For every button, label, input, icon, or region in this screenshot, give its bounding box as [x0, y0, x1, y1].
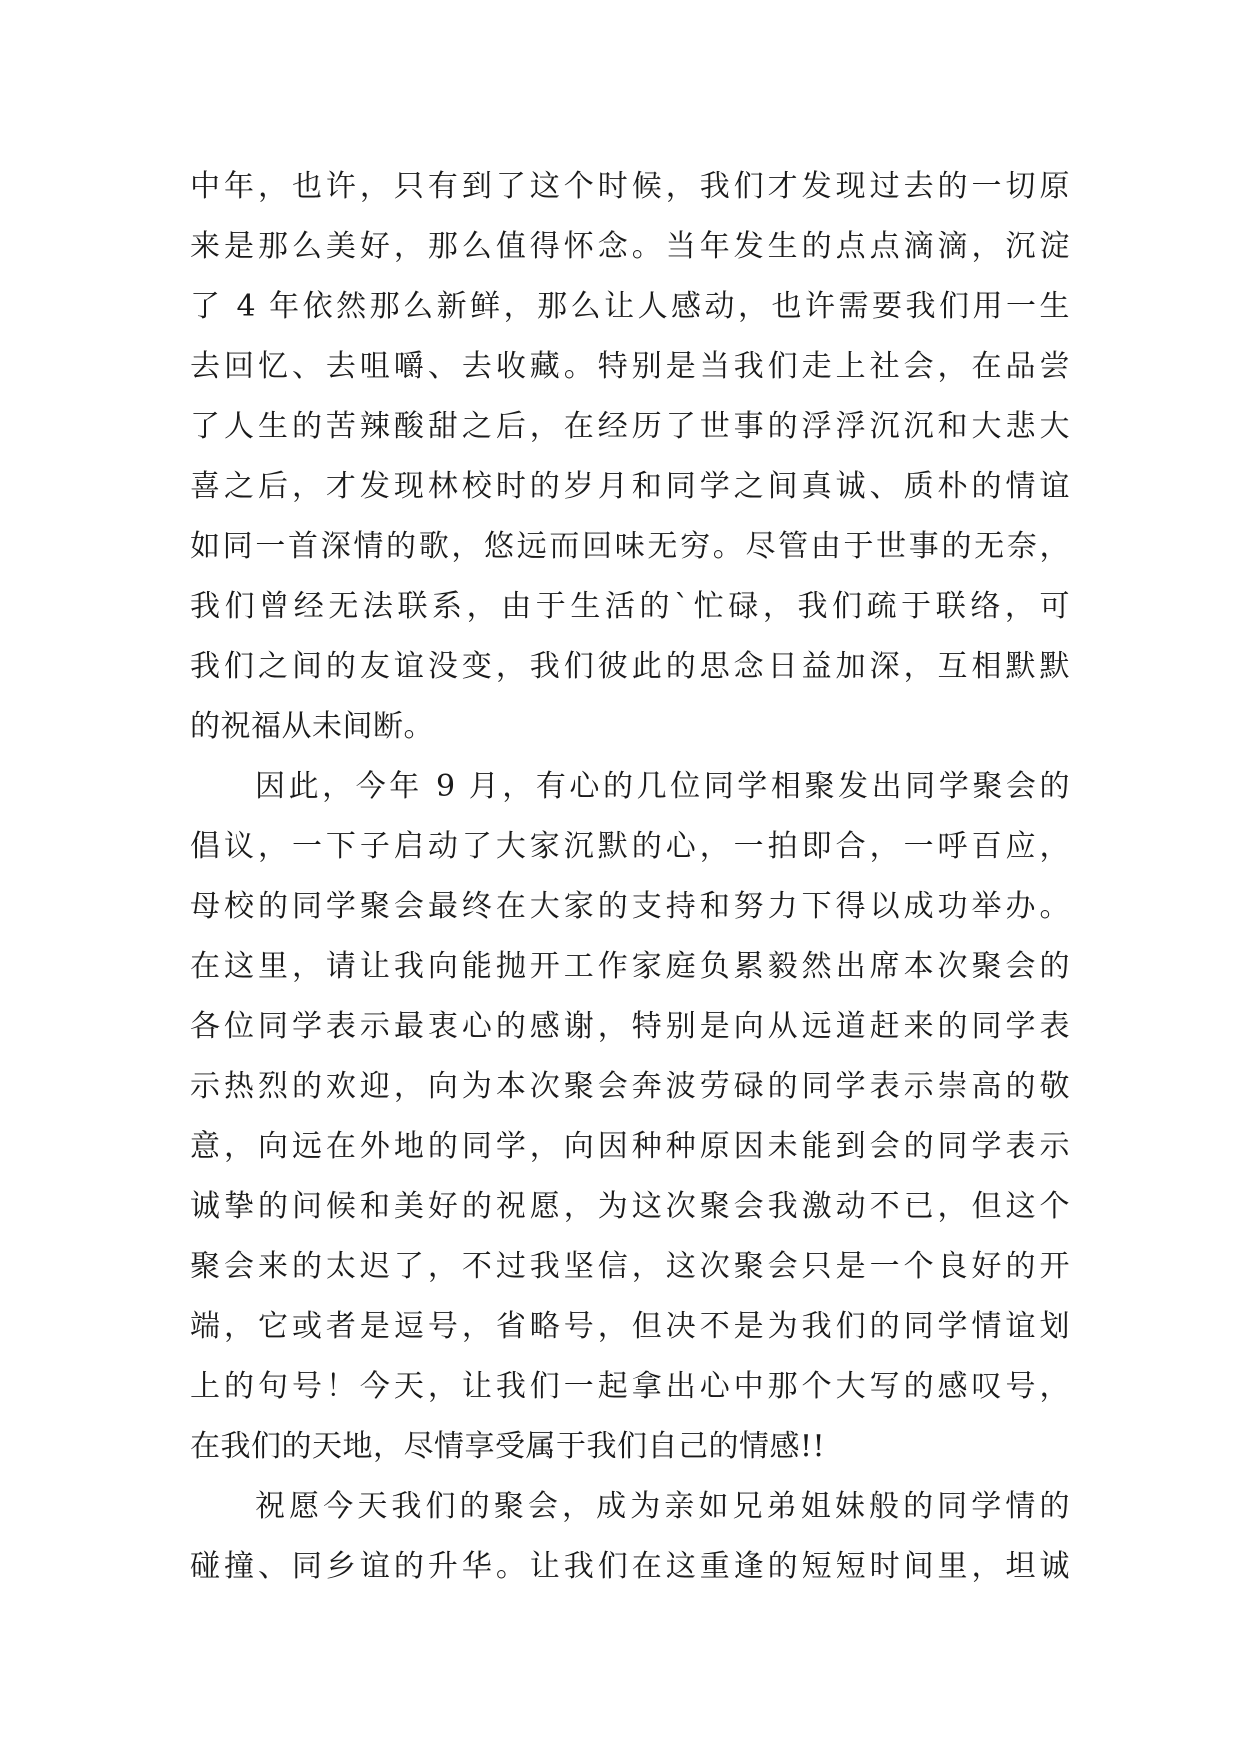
text-line: 诚挚的问候和美好的祝愿，为这次聚会我激动不已，但这个 — [190, 1189, 1070, 1224]
text-line: 各位同学表示最衷心的感谢，特别是向从远道赶来的同学表 — [190, 1009, 1070, 1044]
text-line: 祝愿今天我们的聚会，成为亲如兄弟姐妹般的同学情的 — [255, 1489, 1070, 1524]
text-line: 的祝福从未间断。 — [190, 709, 434, 744]
text-line: 我们之间的友谊没变，我们彼此的思念日益加深，互相默默 — [190, 649, 1070, 684]
text-line: 倡议，一下子启动了大家沉默的心，一拍即合，一呼百应， — [190, 829, 1070, 864]
text-line: 如同一首深情的歌，悠远而回味无穷。尽管由于世事的无奈， — [190, 529, 1070, 564]
text-line: 我们曾经无法联系，由于生活的`忙碌，我们疏于联络，可 — [190, 589, 1070, 624]
text-line: 因此，今年 9 月，有心的几位同学相聚发出同学聚会的 — [255, 769, 1070, 804]
text-line: 端，它或者是逗号，省略号，但决不是为我们的同学情谊划 — [190, 1309, 1070, 1344]
text-line: 示热烈的欢迎，向为本次聚会奔波劳碌的同学表示崇高的敬 — [190, 1069, 1070, 1104]
text-line: 意，向远在外地的同学，向因种种原因未能到会的同学表示 — [190, 1129, 1070, 1164]
text-line: 在我们的天地，尽情享受属于我们自己的情感!! — [190, 1429, 826, 1464]
text-line: 了 4 年依然那么新鲜，那么让人感动，也许需要我们用一生 — [190, 289, 1070, 324]
text-line: 在这里，请让我向能抛开工作家庭负累毅然出席本次聚会的 — [190, 949, 1070, 984]
text-line: 去回忆、去咀嚼、去收藏。特别是当我们走上社会，在品尝 — [190, 349, 1070, 384]
text-line: 中年，也许，只有到了这个时候，我们才发现过去的一切原 — [190, 169, 1070, 204]
text-line: 喜之后，才发现林校时的岁月和同学之间真诚、质朴的情谊 — [190, 469, 1070, 504]
text-line: 母校的同学聚会最终在大家的支持和努力下得以成功举办。 — [190, 889, 1070, 924]
text-line: 了人生的苦辣酸甜之后，在经历了世事的浮浮沉沉和大悲大 — [190, 409, 1070, 444]
text-line: 来是那么美好，那么值得怀念。当年发生的点点滴滴，沉淀 — [190, 229, 1070, 264]
text-line: 上的句号！今天，让我们一起拿出心中那个大写的感叹号， — [190, 1369, 1070, 1404]
text-line: 聚会来的太迟了，不过我坚信，这次聚会只是一个良好的开 — [190, 1249, 1070, 1284]
body-text — [190, 157, 1070, 1597]
text-line: 碰撞、同乡谊的升华。让我们在这重逢的短短时间里，坦诚 — [190, 1549, 1070, 1584]
